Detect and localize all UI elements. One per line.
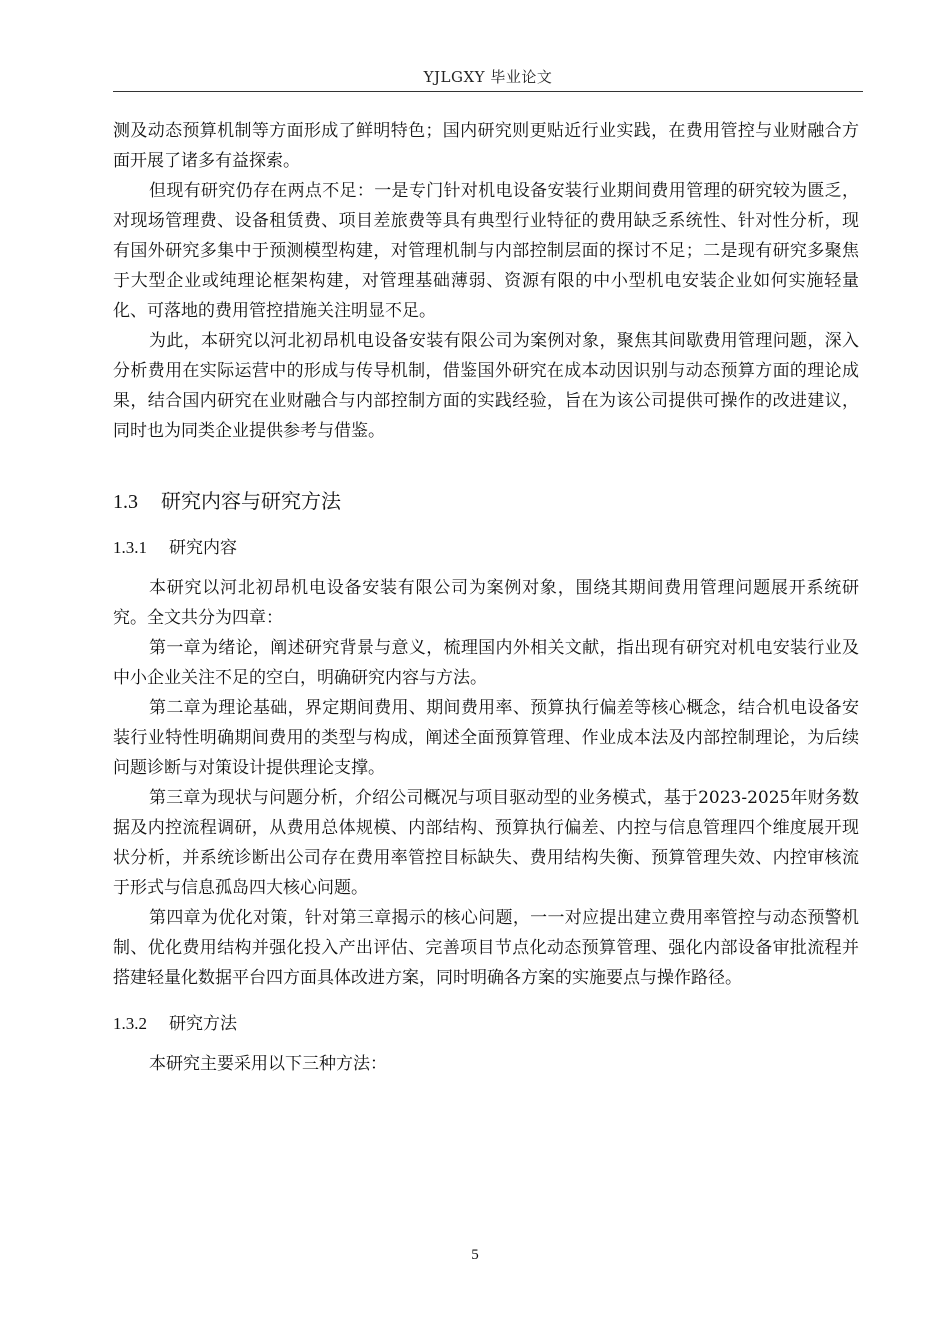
- subsection-title: 研究方法: [169, 1014, 237, 1034]
- body-paragraph: 第三章为现状与问题分析，介绍公司概况与项目驱动型的业务模式，基于2023-2025年财务数据及内控流程调研，从费用总体规模、内部结构、预算执行偏差、内控与信息管理四个维度展开现状分析，并系统诊断出公司存在费用率管控目标缺失、费用结构失衡、预算管理失效、内控审核流于形式与信息孤岛四大核心问题。: [113, 788, 859, 898]
- body-paragraph: 但现有研究仍存在两点不足：一是专门针对机电设备安装行业期间费用管理的研究较为匮乏，对现场管理费、设备租赁费、项目差旅费等具有典型行业特征的费用缺乏系统性、针对性分析，现有国外研究多集中于预测模型构建，对管理机制与内部控制层面的探讨不足；二是现有研究多聚焦于大型企业或纯理论框架构建，对管理基础薄弱、资源有限的中小型机电安装企业如何实施轻量化、可落地的费用管控措施关注明显不足。: [113, 181, 859, 321]
- body-paragraph: 第一章为绪论，阐述研究背景与意义，梳理国内外相关文献，指出现有研究对机电安装行业及中小企业关注不足的空白，明确研究内容与方法。: [113, 638, 859, 688]
- running-header: YJLGXY 毕业论文: [423, 68, 553, 86]
- body-paragraph: 第四章为优化对策，针对第三章揭示的核心问题，一一对应提出建立费用率管控与动态预警机制、优化费用结构并强化投入产出评估、完善项目节点化动态预算管理、强化内部设备审批流程并搭建轻量化数据平台四方面具体改进方案，同时明确各方案的实施要点与操作路径。: [113, 908, 859, 988]
- page-number: 5: [471, 1247, 479, 1263]
- body-paragraph: 为此，本研究以河北初昂机电设备安装有限公司为案例对象，聚焦其间歇费用管理问题，深入分析费用在实际运营中的形成与传导机制，借鉴国外研究在成本动因识别与动态预算方面的理论成果，结合国内研究在业财融合与内部控制方面的实践经验，旨在为该公司提供可操作的改进建议，同时也为同类企业提供参考与借鉴。: [113, 331, 859, 441]
- subsection-number: 1.3.2: [113, 1014, 147, 1033]
- subsection-title: 研究内容: [169, 538, 237, 558]
- section-heading: [113, 486, 859, 517]
- page-body: [113, 116, 859, 1079]
- body-paragraph: 第二章为理论基础，界定期间费用、期间费用率、预算执行偏差等核心概念，结合机电设备安装行业特性明确期间费用的类型与构成，阐述全面预算管理、作业成本法及内部控制理论，为后续问题诊断与对策设计提供理论支撑。: [113, 698, 859, 778]
- body-paragraph: 测及动态预算机制等方面形成了鲜明特色；国内研究则更贴近行业实践，在费用管控与业财融合方面开展了诸多有益探索。: [113, 121, 859, 171]
- body-paragraph: 本研究主要采用以下三种方法：: [149, 1054, 387, 1074]
- subsection-heading: [113, 535, 859, 561]
- body-paragraph: 本研究以河北初昂机电设备安装有限公司为案例对象，围绕其期间费用管理问题展开系统研究。全文共分为四章：: [113, 578, 859, 628]
- subsection-heading: [113, 1011, 859, 1037]
- section-title: 研究内容与研究方法: [161, 489, 341, 513]
- subsection-number: 1.3.1: [113, 538, 147, 557]
- section-number: 1.3: [113, 491, 138, 513]
- header-rule: [113, 91, 863, 92]
